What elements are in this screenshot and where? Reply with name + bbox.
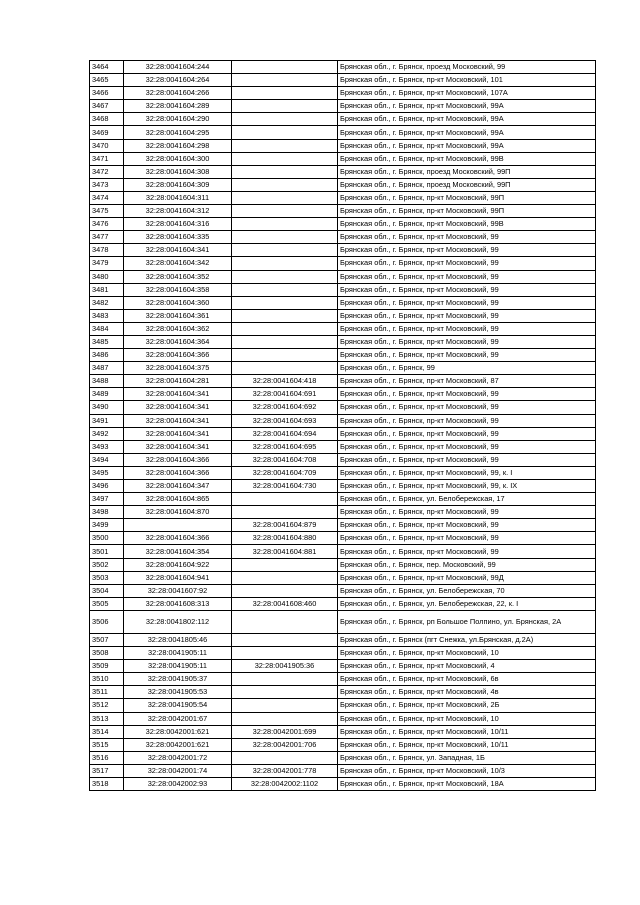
address-cell: Брянская обл., г. Брянск, пр-кт Московский, 99В	[338, 152, 596, 165]
table-row	[90, 113, 596, 126]
related-cadastral-number-cell	[232, 244, 338, 257]
row-number-cell: 3516	[90, 751, 124, 764]
address-cell: Брянская обл., г. Брянск, проезд Московский, 99	[338, 61, 596, 74]
cadastral-number-cell: 32:28:0041805:46	[124, 633, 232, 646]
related-cadastral-number-cell: 32:28:0042001:699	[232, 725, 338, 738]
address-cell: Брянская обл., г. Брянск, пр-кт Московский, 99, к. IX	[338, 480, 596, 493]
table-row	[90, 610, 596, 633]
cadastral-number-cell: 32:28:0041604:281	[124, 375, 232, 388]
cadastral-number-cell: 32:28:0041608:313	[124, 597, 232, 610]
address-cell: Брянская обл., г. Брянск, пр-кт Московский, 99	[338, 270, 596, 283]
related-cadastral-number-cell	[232, 191, 338, 204]
related-cadastral-number-cell	[232, 506, 338, 519]
cadastral-number-cell: 32:28:0041604:366	[124, 466, 232, 479]
address-cell: Брянская обл., г. Брянск, пр-кт Московский, 99	[338, 427, 596, 440]
row-number-cell: 3490	[90, 401, 124, 414]
row-number-cell: 3498	[90, 506, 124, 519]
address-cell: Брянская обл., г. Брянск, пр-кт Московский, 99	[338, 257, 596, 270]
row-number-cell: 3513	[90, 712, 124, 725]
address-cell: Брянская обл., г. Брянск, пр-кт Московский, 2Б	[338, 699, 596, 712]
table-row	[90, 309, 596, 322]
related-cadastral-number-cell: 32:28:0042002:1102	[232, 777, 338, 790]
related-cadastral-number-cell	[232, 584, 338, 597]
row-number-cell: 3505	[90, 597, 124, 610]
related-cadastral-number-cell: 32:28:0041905:36	[232, 660, 338, 673]
cadastral-number-cell: 32:28:0041607:92	[124, 584, 232, 597]
cadastral-number-cell: 32:28:0041604:341	[124, 414, 232, 427]
cadastral-number-cell: 32:28:0041604:342	[124, 257, 232, 270]
related-cadastral-number-cell	[232, 87, 338, 100]
address-cell: Брянская обл., г. Брянск, пр-кт Московский, 10/3	[338, 764, 596, 777]
table-row	[90, 647, 596, 660]
related-cadastral-number-cell	[232, 283, 338, 296]
related-cadastral-number-cell	[232, 126, 338, 139]
cadastral-number-cell: 32:28:0041604:870	[124, 506, 232, 519]
table-row	[90, 751, 596, 764]
related-cadastral-number-cell	[232, 113, 338, 126]
row-number-cell: 3487	[90, 362, 124, 375]
related-cadastral-number-cell	[232, 178, 338, 191]
address-cell: Брянская обл., г. Брянск, пр-кт Московский, 99А	[338, 113, 596, 126]
cadastral-number-cell: 32:28:0042001:67	[124, 712, 232, 725]
row-number-cell: 3479	[90, 257, 124, 270]
related-cadastral-number-cell	[232, 218, 338, 231]
row-number-cell: 3485	[90, 335, 124, 348]
address-cell: Брянская обл., г. Брянск, пр-кт Московский, 99	[338, 296, 596, 309]
cadastral-number-cell	[124, 519, 232, 532]
related-cadastral-number-cell: 32:28:0041604:693	[232, 414, 338, 427]
address-cell: Брянская обл., г. Брянск, пр-кт Московский, 99Д	[338, 571, 596, 584]
related-cadastral-number-cell	[232, 309, 338, 322]
related-cadastral-number-cell: 32:28:0042001:706	[232, 738, 338, 751]
related-cadastral-number-cell: 32:28:0041604:692	[232, 401, 338, 414]
related-cadastral-number-cell: 32:28:0041604:694	[232, 427, 338, 440]
table-row	[90, 165, 596, 178]
table-row	[90, 152, 596, 165]
address-cell: Брянская обл., г. Брянск, пр-кт Московский, 107А	[338, 87, 596, 100]
address-cell: Брянская обл., г. Брянск, ул. Белобережская, 70	[338, 584, 596, 597]
row-number-cell: 3506	[90, 610, 124, 633]
related-cadastral-number-cell: 32:28:0041604:730	[232, 480, 338, 493]
address-cell: Брянская обл., г. Брянск, пр-кт Московский, 99	[338, 322, 596, 335]
table-row	[90, 440, 596, 453]
address-cell: Брянская обл., г. Брянск, пр-кт Московский, 99А	[338, 139, 596, 152]
address-cell: Брянская обл., г. Брянск, пр-кт Московский, 99	[338, 231, 596, 244]
row-number-cell: 3483	[90, 309, 124, 322]
table-row	[90, 506, 596, 519]
table-row	[90, 231, 596, 244]
registry-table-body	[90, 61, 596, 791]
table-row	[90, 558, 596, 571]
address-cell: Брянская обл., г. Брянск, пр-кт Московский, 99	[338, 388, 596, 401]
table-row	[90, 427, 596, 440]
address-cell: Брянская обл., г. Брянск, пр-кт Московский, 99П	[338, 191, 596, 204]
row-number-cell: 3503	[90, 571, 124, 584]
related-cadastral-number-cell	[232, 493, 338, 506]
cadastral-number-cell: 32:28:0041604:941	[124, 571, 232, 584]
table-row	[90, 764, 596, 777]
address-cell: Брянская обл., г. Брянск, пр-кт Московский, 10/11	[338, 738, 596, 751]
table-row	[90, 545, 596, 558]
row-number-cell: 3499	[90, 519, 124, 532]
row-number-cell: 3515	[90, 738, 124, 751]
table-row	[90, 712, 596, 725]
address-cell: Брянская обл., г. Брянск, пр-кт Московский, 10	[338, 647, 596, 660]
table-row	[90, 61, 596, 74]
cadastral-number-cell: 32:28:0041604:341	[124, 401, 232, 414]
related-cadastral-number-cell	[232, 74, 338, 87]
row-number-cell: 3502	[90, 558, 124, 571]
cadastral-number-cell: 32:28:0042001:74	[124, 764, 232, 777]
cadastral-number-cell: 32:28:0041604:264	[124, 74, 232, 87]
address-cell: Брянская обл., г. Брянск, пр-кт Московский, 99А	[338, 126, 596, 139]
related-cadastral-number-cell	[232, 633, 338, 646]
table-row	[90, 401, 596, 414]
related-cadastral-number-cell	[232, 61, 338, 74]
address-cell: Брянская обл., г. Брянск, пр-кт Московский, 99	[338, 506, 596, 519]
table-row	[90, 74, 596, 87]
cadastral-number-cell: 32:28:0041604:300	[124, 152, 232, 165]
row-number-cell: 3491	[90, 414, 124, 427]
cadastral-number-cell: 32:28:0041604:341	[124, 427, 232, 440]
related-cadastral-number-cell	[232, 686, 338, 699]
table-row	[90, 699, 596, 712]
cadastral-number-cell: 32:28:0041604:361	[124, 309, 232, 322]
row-number-cell: 3507	[90, 633, 124, 646]
address-cell: Брянская обл., г. Брянск, пр-кт Московский, 99	[338, 532, 596, 545]
cadastral-number-cell: 32:28:0042001:621	[124, 725, 232, 738]
related-cadastral-number-cell: 32:28:0041608:460	[232, 597, 338, 610]
row-number-cell: 3478	[90, 244, 124, 257]
cadastral-number-cell: 32:28:0041604:312	[124, 205, 232, 218]
address-cell: Брянская обл., г. Брянск, пр-кт Московский, 99	[338, 519, 596, 532]
table-row	[90, 205, 596, 218]
related-cadastral-number-cell	[232, 558, 338, 571]
row-number-cell: 3473	[90, 178, 124, 191]
row-number-cell: 3509	[90, 660, 124, 673]
table-row	[90, 777, 596, 790]
row-number-cell: 3495	[90, 466, 124, 479]
related-cadastral-number-cell: 32:28:0042001:778	[232, 764, 338, 777]
cadastral-number-cell: 32:28:0041604:341	[124, 244, 232, 257]
row-number-cell: 3467	[90, 100, 124, 113]
cadastral-number-cell: 32:28:0041604:366	[124, 532, 232, 545]
table-row	[90, 414, 596, 427]
row-number-cell: 3510	[90, 673, 124, 686]
table-row	[90, 178, 596, 191]
row-number-cell: 3514	[90, 725, 124, 738]
related-cadastral-number-cell: 32:28:0041604:709	[232, 466, 338, 479]
table-row	[90, 686, 596, 699]
row-number-cell: 3511	[90, 686, 124, 699]
table-row	[90, 480, 596, 493]
registry-table	[89, 60, 596, 791]
cadastral-number-cell: 32:28:0042001:621	[124, 738, 232, 751]
table-row	[90, 584, 596, 597]
table-row	[90, 296, 596, 309]
row-number-cell: 3496	[90, 480, 124, 493]
table-row	[90, 660, 596, 673]
table-row	[90, 322, 596, 335]
row-number-cell: 3492	[90, 427, 124, 440]
row-number-cell: 3501	[90, 545, 124, 558]
address-cell: Брянская обл., г. Брянск, проезд Московский, 99П	[338, 165, 596, 178]
cadastral-number-cell: 32:28:0041604:360	[124, 296, 232, 309]
address-cell: Брянская обл., г. Брянск, 99	[338, 362, 596, 375]
address-cell: Брянская обл., г. Брянск, ул. Белобережская, 22, к. I	[338, 597, 596, 610]
row-number-cell: 3474	[90, 191, 124, 204]
row-number-cell: 3475	[90, 205, 124, 218]
address-cell: Брянская обл., г. Брянск, пр-кт Московский, 10	[338, 712, 596, 725]
table-row	[90, 453, 596, 466]
row-number-cell: 3464	[90, 61, 124, 74]
table-row	[90, 375, 596, 388]
related-cadastral-number-cell	[232, 322, 338, 335]
row-number-cell: 3518	[90, 777, 124, 790]
table-row	[90, 725, 596, 738]
row-number-cell: 3468	[90, 113, 124, 126]
row-number-cell: 3517	[90, 764, 124, 777]
related-cadastral-number-cell: 32:28:0041604:708	[232, 453, 338, 466]
cadastral-number-cell: 32:28:0041604:366	[124, 349, 232, 362]
related-cadastral-number-cell	[232, 231, 338, 244]
row-number-cell: 3508	[90, 647, 124, 660]
table-row	[90, 87, 596, 100]
address-cell: Брянская обл., г. Брянск, пр-кт Московский, 4	[338, 660, 596, 673]
address-cell: Брянская обл., г. Брянск, пр-кт Московский, 99, к. I	[338, 466, 596, 479]
row-number-cell: 3500	[90, 532, 124, 545]
table-row	[90, 191, 596, 204]
row-number-cell: 3482	[90, 296, 124, 309]
related-cadastral-number-cell: 32:28:0041604:691	[232, 388, 338, 401]
table-row	[90, 349, 596, 362]
cadastral-number-cell: 32:28:0041604:358	[124, 283, 232, 296]
cadastral-number-cell: 32:28:0041604:366	[124, 453, 232, 466]
related-cadastral-number-cell	[232, 751, 338, 764]
address-cell: Брянская обл., г. Брянск, пр-кт Московский, 18А	[338, 777, 596, 790]
related-cadastral-number-cell: 32:28:0041604:880	[232, 532, 338, 545]
cadastral-number-cell: 32:28:0041604:865	[124, 493, 232, 506]
related-cadastral-number-cell	[232, 712, 338, 725]
table-row	[90, 597, 596, 610]
related-cadastral-number-cell	[232, 165, 338, 178]
table-row	[90, 270, 596, 283]
table-row	[90, 633, 596, 646]
row-number-cell: 3470	[90, 139, 124, 152]
related-cadastral-number-cell: 32:28:0041604:881	[232, 545, 338, 558]
related-cadastral-number-cell	[232, 152, 338, 165]
cadastral-number-cell: 32:28:0041604:341	[124, 440, 232, 453]
row-number-cell: 3486	[90, 349, 124, 362]
cadastral-number-cell: 32:28:0041905:11	[124, 647, 232, 660]
row-number-cell: 3504	[90, 584, 124, 597]
cadastral-number-cell: 32:28:0041604:295	[124, 126, 232, 139]
related-cadastral-number-cell	[232, 100, 338, 113]
cadastral-number-cell: 32:28:0041604:311	[124, 191, 232, 204]
cadastral-number-cell: 32:28:0041604:290	[124, 113, 232, 126]
cadastral-number-cell: 32:28:0041604:335	[124, 231, 232, 244]
table-row	[90, 335, 596, 348]
related-cadastral-number-cell	[232, 571, 338, 584]
related-cadastral-number-cell	[232, 257, 338, 270]
related-cadastral-number-cell	[232, 335, 338, 348]
table-row	[90, 139, 596, 152]
address-cell: Брянская обл., г. Брянск, пр-кт Московский, 99	[338, 414, 596, 427]
address-cell: Брянская обл., г. Брянск, пр-кт Московский, 6в	[338, 673, 596, 686]
table-row	[90, 532, 596, 545]
table-row	[90, 738, 596, 751]
row-number-cell: 3494	[90, 453, 124, 466]
cadastral-number-cell: 32:28:0041604:308	[124, 165, 232, 178]
address-cell: Брянская обл., г. Брянск, пр-кт Московский, 99	[338, 283, 596, 296]
row-number-cell: 3466	[90, 87, 124, 100]
related-cadastral-number-cell	[232, 139, 338, 152]
address-cell: Брянская обл., г. Брянск, пр-кт Московский, 99	[338, 401, 596, 414]
cadastral-number-cell: 32:28:0041604:362	[124, 322, 232, 335]
row-number-cell: 3493	[90, 440, 124, 453]
cadastral-number-cell: 32:28:0041604:375	[124, 362, 232, 375]
cadastral-number-cell: 32:28:0041604:289	[124, 100, 232, 113]
table-row	[90, 673, 596, 686]
row-number-cell: 3489	[90, 388, 124, 401]
address-cell: Брянская обл., г. Брянск, пр-кт Московский, 99	[338, 349, 596, 362]
row-number-cell: 3484	[90, 322, 124, 335]
address-cell: Брянская обл., г. Брянск (пгт Снежка, ул.Брянская, д.2А)	[338, 633, 596, 646]
cadastral-number-cell: 32:28:0041604:922	[124, 558, 232, 571]
address-cell: Брянская обл., г. Брянск, пр-кт Московский, 10/11	[338, 725, 596, 738]
address-cell: Брянская обл., г. Брянск, пер. Московский, 99	[338, 558, 596, 571]
related-cadastral-number-cell	[232, 699, 338, 712]
cadastral-number-cell: 32:28:0042002:93	[124, 777, 232, 790]
cadastral-number-cell: 32:28:0041604:244	[124, 61, 232, 74]
row-number-cell: 3465	[90, 74, 124, 87]
table-row	[90, 571, 596, 584]
row-number-cell: 3469	[90, 126, 124, 139]
table-row	[90, 100, 596, 113]
address-cell: Брянская обл., г. Брянск, пр-кт Московский, 99	[338, 244, 596, 257]
cadastral-number-cell: 32:28:0041802:112	[124, 610, 232, 633]
table-row	[90, 126, 596, 139]
row-number-cell: 3471	[90, 152, 124, 165]
address-cell: Брянская обл., г. Брянск, проезд Московский, 99П	[338, 178, 596, 191]
table-row	[90, 244, 596, 257]
cadastral-number-cell: 32:28:0041905:53	[124, 686, 232, 699]
table-row	[90, 519, 596, 532]
related-cadastral-number-cell	[232, 349, 338, 362]
row-number-cell: 3477	[90, 231, 124, 244]
address-cell: Брянская обл., г. Брянск, пр-кт Московский, 99	[338, 545, 596, 558]
table-row	[90, 218, 596, 231]
row-number-cell: 3480	[90, 270, 124, 283]
address-cell: Брянская обл., г. Брянск, ул. Белобережская, 17	[338, 493, 596, 506]
address-cell: Брянская обл., г. Брянск, пр-кт Московский, 101	[338, 74, 596, 87]
cadastral-number-cell: 32:28:0041905:54	[124, 699, 232, 712]
table-row	[90, 466, 596, 479]
related-cadastral-number-cell: 32:28:0041604:695	[232, 440, 338, 453]
row-number-cell: 3497	[90, 493, 124, 506]
related-cadastral-number-cell	[232, 610, 338, 633]
row-number-cell: 3472	[90, 165, 124, 178]
address-cell: Брянская обл., г. Брянск, пр-кт Московский, 99	[338, 453, 596, 466]
row-number-cell: 3481	[90, 283, 124, 296]
related-cadastral-number-cell	[232, 296, 338, 309]
address-cell: Брянская обл., г. Брянск, пр-кт Московский, 99	[338, 440, 596, 453]
table-row	[90, 362, 596, 375]
row-number-cell: 3476	[90, 218, 124, 231]
address-cell: Брянская обл., г. Брянск, пр-кт Московский, 99	[338, 309, 596, 322]
cadastral-number-cell: 32:28:0041604:266	[124, 87, 232, 100]
table-row	[90, 493, 596, 506]
related-cadastral-number-cell: 32:28:0041604:879	[232, 519, 338, 532]
cadastral-number-cell: 32:28:0041905:11	[124, 660, 232, 673]
related-cadastral-number-cell	[232, 205, 338, 218]
related-cadastral-number-cell	[232, 270, 338, 283]
table-row	[90, 283, 596, 296]
address-cell: Брянская обл., г. Брянск, пр-кт Московский, 99	[338, 335, 596, 348]
address-cell: Брянская обл., г. Брянск, пр-кт Московский, 99А	[338, 100, 596, 113]
cadastral-number-cell: 32:28:0041604:354	[124, 545, 232, 558]
table-row	[90, 257, 596, 270]
related-cadastral-number-cell	[232, 362, 338, 375]
cadastral-number-cell: 32:28:0041604:352	[124, 270, 232, 283]
related-cadastral-number-cell	[232, 673, 338, 686]
related-cadastral-number-cell: 32:28:0041604:418	[232, 375, 338, 388]
cadastral-number-cell: 32:28:0041604:309	[124, 178, 232, 191]
address-cell: Брянская обл., г. Брянск, пр-кт Московский, 87	[338, 375, 596, 388]
address-cell: Брянская обл., г. Брянск, рп Большое Полпино, ул. Брянская, 2А	[338, 610, 596, 633]
cadastral-number-cell: 32:28:0041604:364	[124, 335, 232, 348]
cadastral-number-cell: 32:28:0041604:298	[124, 139, 232, 152]
address-cell: Брянская обл., г. Брянск, пр-кт Московский, 4в	[338, 686, 596, 699]
cadastral-number-cell: 32:28:0041604:316	[124, 218, 232, 231]
related-cadastral-number-cell	[232, 647, 338, 660]
address-cell: Брянская обл., г. Брянск, ул. Западная, 1Б	[338, 751, 596, 764]
cadastral-number-cell: 32:28:0042001:72	[124, 751, 232, 764]
address-cell: Брянская обл., г. Брянск, пр-кт Московский, 99В	[338, 218, 596, 231]
cadastral-number-cell: 32:28:0041604:347	[124, 480, 232, 493]
row-number-cell: 3512	[90, 699, 124, 712]
row-number-cell: 3488	[90, 375, 124, 388]
cadastral-number-cell: 32:28:0041905:37	[124, 673, 232, 686]
table-row	[90, 388, 596, 401]
cadastral-number-cell: 32:28:0041604:341	[124, 388, 232, 401]
address-cell: Брянская обл., г. Брянск, пр-кт Московский, 99П	[338, 205, 596, 218]
